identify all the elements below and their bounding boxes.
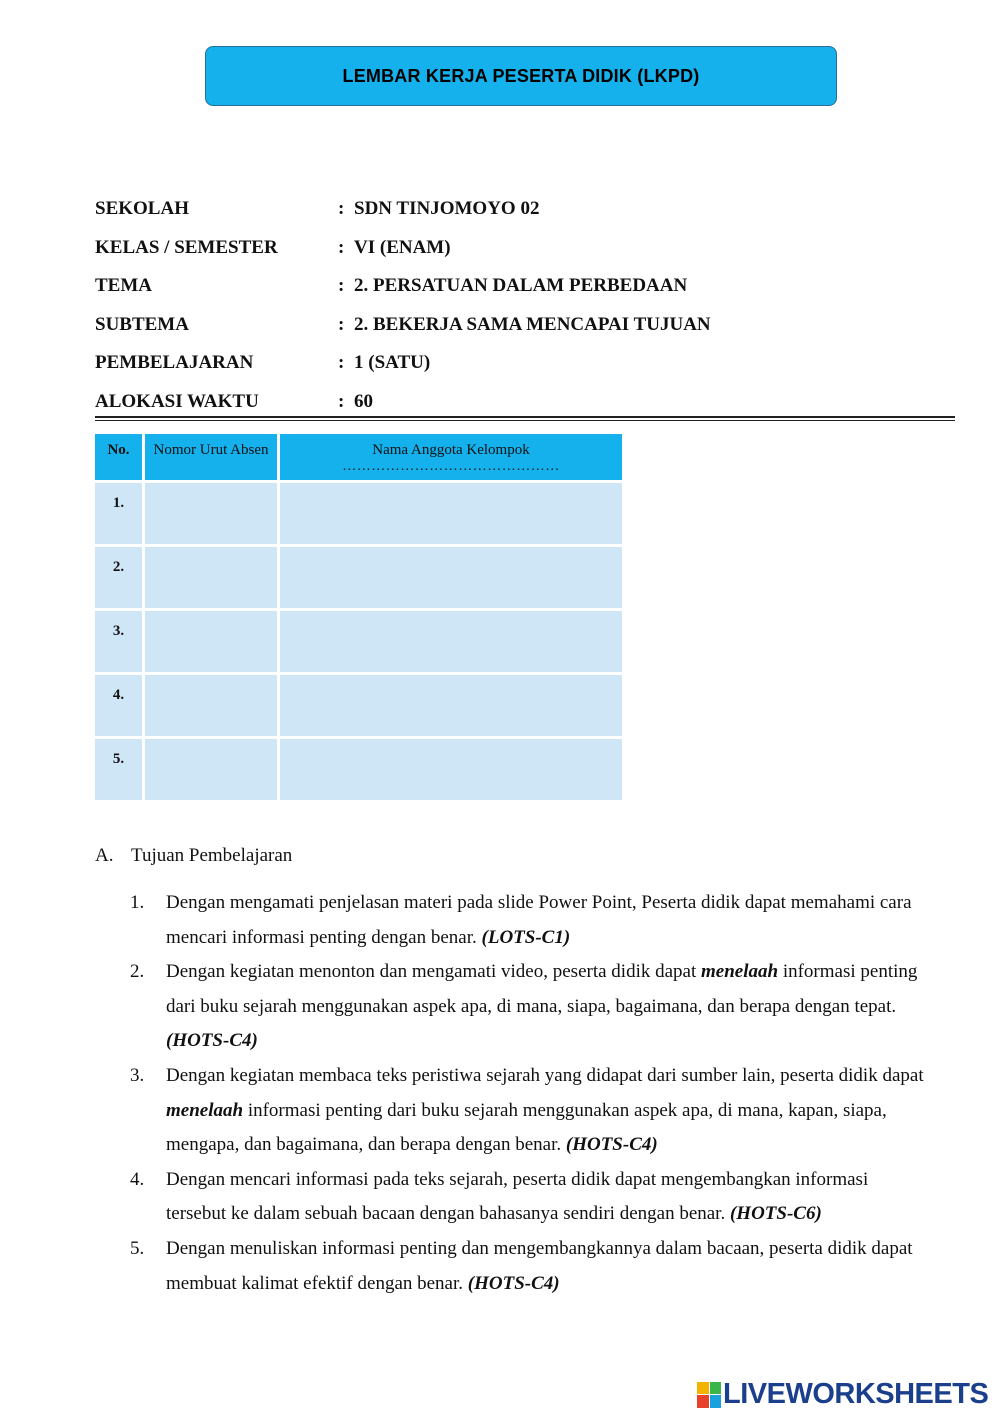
list-item — [130, 955, 930, 1059]
info-row-kelas — [95, 229, 955, 268]
objectives-list — [130, 886, 930, 1301]
info-value: SDN TINJOMOYO 02 — [354, 198, 540, 220]
list-item — [130, 1163, 930, 1232]
logo-grid-icon — [697, 1382, 721, 1408]
item-text — [166, 886, 930, 955]
header-absen: Nomor Urut Absen — [145, 434, 280, 483]
absen-cell[interactable] — [145, 675, 280, 739]
item-text — [166, 1232, 930, 1301]
absen-cell[interactable] — [145, 739, 280, 803]
item-text — [166, 955, 930, 1059]
item-emphasis: menelaah — [166, 1099, 244, 1121]
page-title: LEMBAR KERJA PESERTA DIDIK (LKPD) — [342, 65, 700, 86]
item-number: 2. — [130, 961, 145, 983]
absen-cell[interactable] — [145, 483, 280, 547]
item-text-rest: informasi penting dari buku sejarah menggunakan aspek apa, di mana, kapan, siapa, mengapa, dan bagaimana, dan berapa dengan benar. — [166, 1099, 887, 1156]
item-text-rest: informasi penting dari buku sejarah menggunakan aspek apa, di mana, siapa, bagaimana, dan berapa dengan tepat. — [166, 961, 918, 1017]
divider — [95, 420, 955, 421]
nama-cell[interactable] — [280, 739, 622, 803]
row-number: 4. — [95, 675, 145, 739]
section-title: Tujuan Pembelajaran — [131, 845, 293, 866]
info-colon: : — [338, 390, 345, 412]
nama-cell[interactable] — [280, 547, 622, 611]
item-level: (HOTS-C4) — [467, 1272, 560, 1294]
nama-cell[interactable] — [280, 675, 622, 739]
info-value: 1 (SATU) — [354, 352, 431, 374]
info-colon: : — [338, 236, 345, 258]
info-colon: : — [338, 275, 345, 297]
table-row — [95, 611, 622, 675]
table-row — [95, 547, 622, 611]
info-colon: : — [338, 313, 345, 335]
title-banner — [205, 46, 837, 106]
list-item — [130, 1059, 930, 1163]
item-text-main: Dengan mencari informasi pada teks sejarah, peserta didik dapat mengembangkan informasi tersebut ke dalam sebuah bacaan dengan bahasanya sendiri dengan benar. — [166, 1168, 869, 1225]
info-value: 2. BEKERJA SAMA MENCAPAI TUJUAN — [354, 313, 711, 335]
info-label: SUBTEMA — [95, 313, 189, 335]
row-number: 2. — [95, 547, 145, 611]
info-label: PEMBELAJARAN — [95, 352, 254, 374]
header-nama-dots: ……………………………………… — [342, 459, 560, 474]
logo-text: LIVEWORKSHEETS — [723, 1378, 989, 1410]
item-level: (LOTS-C1) — [481, 926, 571, 948]
item-number: 1. — [130, 892, 145, 913]
info-row-tema — [95, 267, 955, 306]
item-emphasis: menelaah — [701, 961, 779, 983]
row-number: 3. — [95, 611, 145, 675]
divider — [95, 416, 955, 418]
header-nama-label: Nama Anggota Kelompok — [372, 442, 530, 458]
item-number: 4. — [130, 1168, 145, 1190]
item-level: (HOTS-C4) — [565, 1134, 658, 1156]
item-number: 3. — [130, 1064, 145, 1086]
item-text-main: Dengan menuliskan informasi penting dan mengembangkannya dalam bacaan, peserta didik dapat membuat kalimat efektif dengan benar. — [166, 1237, 913, 1294]
info-row-subtema — [95, 306, 955, 345]
list-item — [130, 886, 930, 955]
item-text — [166, 1059, 930, 1163]
info-colon: : — [338, 352, 345, 374]
row-number: 5. — [95, 739, 145, 803]
nama-cell[interactable] — [280, 611, 622, 675]
info-colon: : — [338, 198, 345, 220]
table-row — [95, 483, 622, 547]
info-label: SEKOLAH — [95, 198, 189, 220]
item-text-main: Dengan kegiatan membaca teks peristiwa sejarah yang didapat dari sumber lain, peserta didik dapat — [166, 1064, 924, 1086]
item-level: (HOTS-C4) — [166, 1030, 258, 1052]
info-value: 60 — [354, 390, 373, 412]
item-text — [166, 1163, 930, 1232]
table-header-row — [95, 434, 622, 483]
table-row — [95, 739, 622, 803]
nama-cell[interactable] — [280, 483, 622, 547]
table-row — [95, 675, 622, 739]
list-item — [130, 1232, 930, 1301]
info-block — [95, 190, 955, 421]
item-number: 5. — [130, 1237, 145, 1259]
liveworksheets-logo — [697, 1378, 988, 1411]
item-text-main: Dengan mengamati penjelasan materi pada slide Power Point, Peserta didik dapat memahami cara mencari informasi penting dengan benar. — [166, 892, 912, 948]
info-label: ALOKASI WAKTU — [95, 390, 259, 412]
item-level: (HOTS-C6) — [729, 1203, 822, 1225]
absen-cell[interactable] — [145, 547, 280, 611]
section-heading — [95, 845, 292, 867]
info-value: VI (ENAM) — [354, 236, 451, 258]
info-row-pembelajaran — [95, 344, 955, 383]
row-number: 1. — [95, 483, 145, 547]
section-letter: A. — [95, 845, 114, 866]
absen-cell[interactable] — [145, 611, 280, 675]
header-no: No. — [95, 434, 145, 483]
info-row-sekolah — [95, 190, 955, 229]
group-members-table — [95, 434, 622, 803]
info-label: TEMA — [95, 275, 152, 297]
header-nama — [280, 434, 622, 483]
item-text-main: Dengan kegiatan menonton dan mengamati video, peserta didik dapat — [166, 961, 697, 983]
info-label: KELAS / SEMESTER — [95, 236, 278, 258]
info-value: 2. PERSATUAN DALAM PERBEDAAN — [354, 275, 688, 297]
